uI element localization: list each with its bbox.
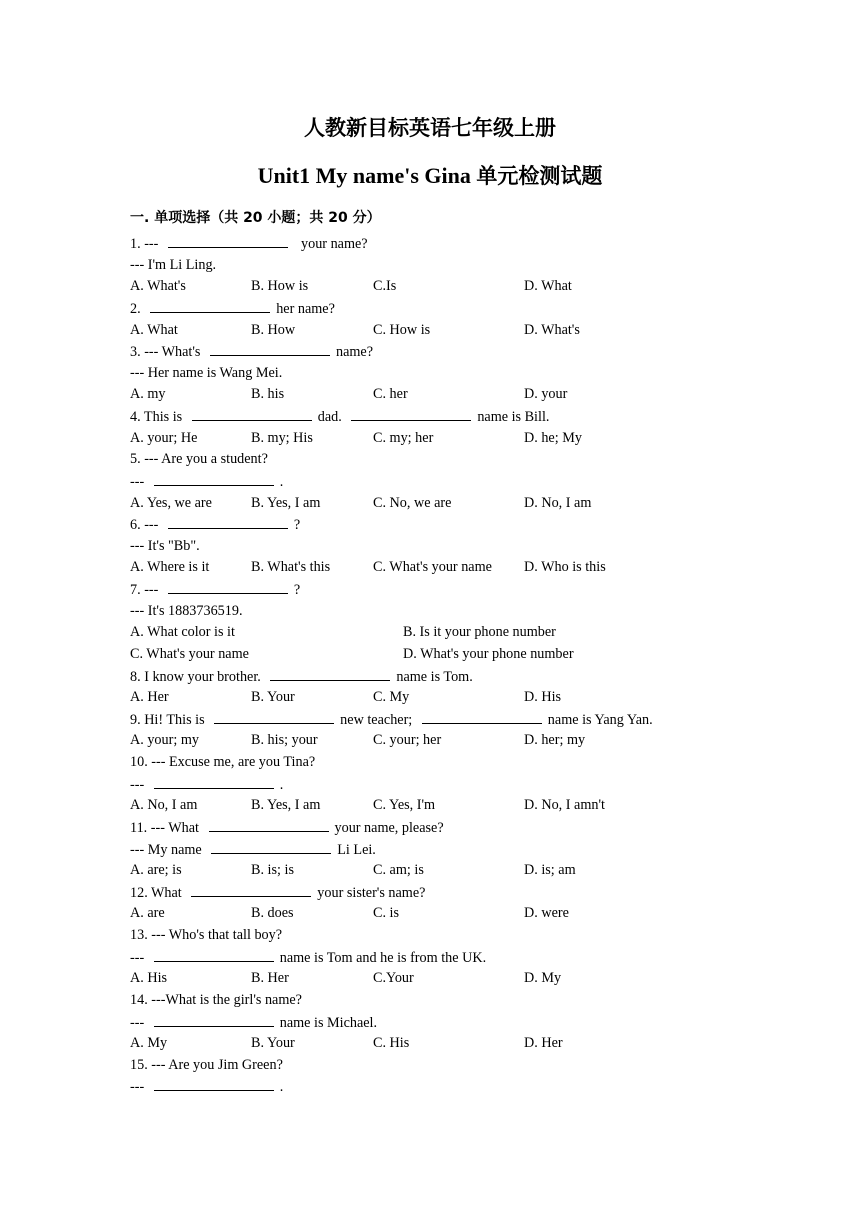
option-choice[interactable]: D. No, I amn't <box>524 797 605 814</box>
option-choice[interactable]: A. Her <box>130 689 169 706</box>
question-stem-line <box>130 298 750 320</box>
option-choice[interactable]: C. What's your name <box>373 559 492 576</box>
options-row <box>130 1033 750 1055</box>
option-choice[interactable]: C.Your <box>373 970 414 987</box>
question-stem-line <box>130 666 750 688</box>
question-list <box>130 233 750 1098</box>
document-subtitle <box>0 160 860 190</box>
option-choice[interactable]: D. her; my <box>524 732 586 749</box>
answer-blank[interactable] <box>154 947 274 962</box>
question-text: name is Michael. <box>279 1014 378 1031</box>
options-row <box>130 276 750 298</box>
question-text-line: 13. --- Who's that tall boy? <box>130 927 283 943</box>
question-text: your name, please? <box>334 819 444 836</box>
question-text: 9. Hi! This is <box>130 711 209 728</box>
option-choice[interactable]: C. What's your name <box>130 645 249 662</box>
question-stem-line <box>130 882 750 904</box>
question-text-line: 5. --- Are you a student? <box>130 451 268 468</box>
question-text: her name? <box>276 300 335 317</box>
option-choice[interactable]: D. were <box>524 905 569 922</box>
options-row <box>130 860 750 882</box>
option-choice[interactable]: B. is; is <box>251 862 294 879</box>
subtitle-chinese: 单元检测试题 <box>476 164 603 188</box>
options-row <box>130 644 750 666</box>
option-choice[interactable]: A. your; my <box>130 732 199 749</box>
option-choice[interactable]: B. Her <box>251 970 289 987</box>
question-text: . <box>279 473 284 490</box>
question-stem-line <box>130 233 750 255</box>
options-row <box>130 795 750 817</box>
options-row <box>130 320 750 342</box>
question-text: --- <box>130 949 148 966</box>
option-choice[interactable]: C. His <box>373 1035 410 1052</box>
options-row <box>130 384 750 406</box>
document-title: 人教新目标英语七年级上册 <box>304 116 556 140</box>
option-choice[interactable]: A. What color is it <box>130 624 235 641</box>
question-text-line: 15. --- Are you Jim Green? <box>130 1056 283 1073</box>
option-choice[interactable]: D. your <box>524 386 568 403</box>
option-choice[interactable]: B. my; His <box>251 429 313 446</box>
option-choice[interactable]: A. No, I am <box>130 797 198 814</box>
options-row <box>130 622 750 644</box>
question-text: 3. --- What's <box>130 344 204 361</box>
option-choice[interactable]: A. Where is it <box>130 559 210 576</box>
answer-blank[interactable] <box>214 709 334 724</box>
question-stem-line <box>130 1012 750 1034</box>
question-text: --- My name <box>130 841 206 858</box>
option-choice[interactable]: D. he; My <box>524 429 582 446</box>
option-choice[interactable]: A. My <box>130 1035 168 1052</box>
options-row <box>130 903 750 925</box>
option-choice[interactable]: D. Who is this <box>524 559 606 576</box>
question-text-line: --- I'm Li Ling. <box>130 256 217 273</box>
question-text-line: --- It's 1883736519. <box>130 602 243 619</box>
question-text: --- <box>130 776 148 793</box>
option-choice[interactable]: D. What <box>524 278 572 295</box>
question-text: name is Tom and he is from the UK. <box>279 949 487 966</box>
question-text: ? <box>293 582 301 598</box>
options-row <box>130 687 750 709</box>
subtitle-english: Unit1 My name's Gina <box>257 163 477 188</box>
answer-blank[interactable] <box>154 774 274 789</box>
option-choice[interactable]: C.Is <box>373 278 397 295</box>
question-text: 6. --- <box>130 517 162 534</box>
question-text: your name? <box>293 236 368 252</box>
answer-blank[interactable] <box>154 1012 274 1027</box>
option-choice[interactable]: A. are <box>130 905 165 922</box>
option-choice[interactable]: C. your; her <box>373 732 442 749</box>
option-choice[interactable]: A. What's <box>130 278 186 295</box>
option-choice[interactable]: B. How is <box>251 278 309 295</box>
question-text: . <box>279 1079 284 1096</box>
answer-blank[interactable] <box>209 817 329 832</box>
answer-blank[interactable] <box>168 233 288 248</box>
option-choice[interactable]: C. her <box>373 386 408 403</box>
option-choice[interactable]: D. Her <box>524 1035 563 1052</box>
option-choice[interactable]: B. his; your <box>251 732 318 749</box>
answer-blank[interactable] <box>154 1076 274 1091</box>
question-text: 12. What <box>130 884 186 901</box>
option-choice[interactable]: C. is <box>373 905 400 922</box>
question-text: new teacher; <box>340 711 416 728</box>
option-choice[interactable]: B. Yes, I am <box>251 797 321 814</box>
question-text: 4. This is <box>130 409 186 425</box>
option-choice[interactable]: D. What's <box>524 321 580 338</box>
option-choice[interactable]: D. No, I am <box>524 494 592 511</box>
option-choice[interactable]: B. How <box>251 321 296 338</box>
answer-blank[interactable] <box>168 514 288 529</box>
question-stem-line <box>130 471 750 493</box>
options-row <box>130 968 750 990</box>
question-text-line: 14. ---What is the girl's name? <box>130 991 302 1008</box>
answer-blank[interactable] <box>270 666 390 681</box>
answer-blank[interactable] <box>150 298 270 313</box>
option-choice[interactable]: B. Is it your phone number <box>403 624 556 641</box>
answer-blank[interactable] <box>192 406 312 421</box>
options-row <box>130 493 750 515</box>
option-choice[interactable]: A. my <box>130 386 166 403</box>
question-text: Li Lei. <box>337 841 376 858</box>
question-stem-line <box>130 817 750 839</box>
question-text: 2. <box>130 300 145 317</box>
question-stem-line <box>130 947 750 969</box>
option-choice[interactable]: C. My <box>373 689 410 706</box>
question-text: . <box>279 776 284 793</box>
option-choice[interactable]: B. Your <box>251 1035 295 1052</box>
question-stem-line <box>130 774 750 796</box>
question-text: --- <box>130 1014 148 1031</box>
question-text-line: --- Her name is Wang Mei. <box>130 364 283 381</box>
question-text: 1. --- <box>130 236 162 252</box>
option-choice[interactable]: C. am; is <box>373 862 424 879</box>
question-text: name? <box>336 344 374 361</box>
options-row <box>130 428 750 450</box>
question-stem-line <box>130 341 750 363</box>
question-stem-line <box>130 514 750 536</box>
option-choice[interactable]: A. Yes, we are <box>130 494 212 511</box>
option-choice[interactable]: C. No, we are <box>373 494 452 511</box>
question-stem-line <box>130 709 750 731</box>
option-choice[interactable]: A. His <box>130 970 168 987</box>
question-text: 8. I know your brother. <box>130 668 265 685</box>
option-choice[interactable]: B. does <box>251 905 294 922</box>
question-stem-line <box>130 1076 750 1098</box>
question-stem-line <box>130 579 750 601</box>
question-text: 11. --- What <box>130 819 203 836</box>
question-stem-line <box>130 406 750 428</box>
option-choice[interactable]: C. Yes, I'm <box>373 797 436 814</box>
option-choice[interactable]: B. his <box>251 386 285 403</box>
option-choice[interactable]: A. What <box>130 321 178 338</box>
option-choice[interactable]: D. My <box>524 970 562 987</box>
question-text: 7. --- <box>130 582 162 598</box>
answer-blank[interactable] <box>191 882 311 897</box>
option-choice[interactable]: B. Yes, I am <box>251 494 321 511</box>
question-text: dad. <box>317 409 346 425</box>
options-row <box>130 557 750 579</box>
options-row <box>130 730 750 752</box>
question-text: --- <box>130 473 148 490</box>
option-choice[interactable]: D. His <box>524 689 562 706</box>
option-choice[interactable]: B. What's this <box>251 559 331 576</box>
answer-blank[interactable] <box>351 406 471 421</box>
answer-blank[interactable] <box>210 341 330 356</box>
option-choice[interactable]: D. What's your phone number <box>403 645 574 662</box>
question-text: name is Tom. <box>396 668 473 685</box>
answer-blank[interactable] <box>154 471 274 486</box>
option-choice[interactable]: D. is; am <box>524 862 576 879</box>
option-choice[interactable]: C. How is <box>373 321 431 338</box>
section-heading: 一. 单项选择（共 20 小题；共 20 分） <box>130 210 381 226</box>
question-text: ? <box>293 517 301 534</box>
option-choice[interactable]: A. are; is <box>130 862 182 879</box>
question-stem-line <box>130 839 750 861</box>
option-choice[interactable]: C. my; her <box>373 429 434 446</box>
answer-blank[interactable] <box>168 579 288 594</box>
question-text: --- <box>130 1079 148 1096</box>
option-choice[interactable]: A. your; He <box>130 429 198 446</box>
option-choice[interactable]: B. Your <box>251 689 295 706</box>
answer-blank[interactable] <box>211 839 331 854</box>
question-text-line: 10. --- Excuse me, are you Tina? <box>130 754 316 770</box>
question-text-line: --- It's "Bb". <box>130 537 200 554</box>
question-text: name is Bill. <box>477 409 550 425</box>
question-text: name is Yang Yan. <box>547 711 653 728</box>
answer-blank[interactable] <box>422 709 542 724</box>
question-text: your sister's name? <box>317 884 426 901</box>
